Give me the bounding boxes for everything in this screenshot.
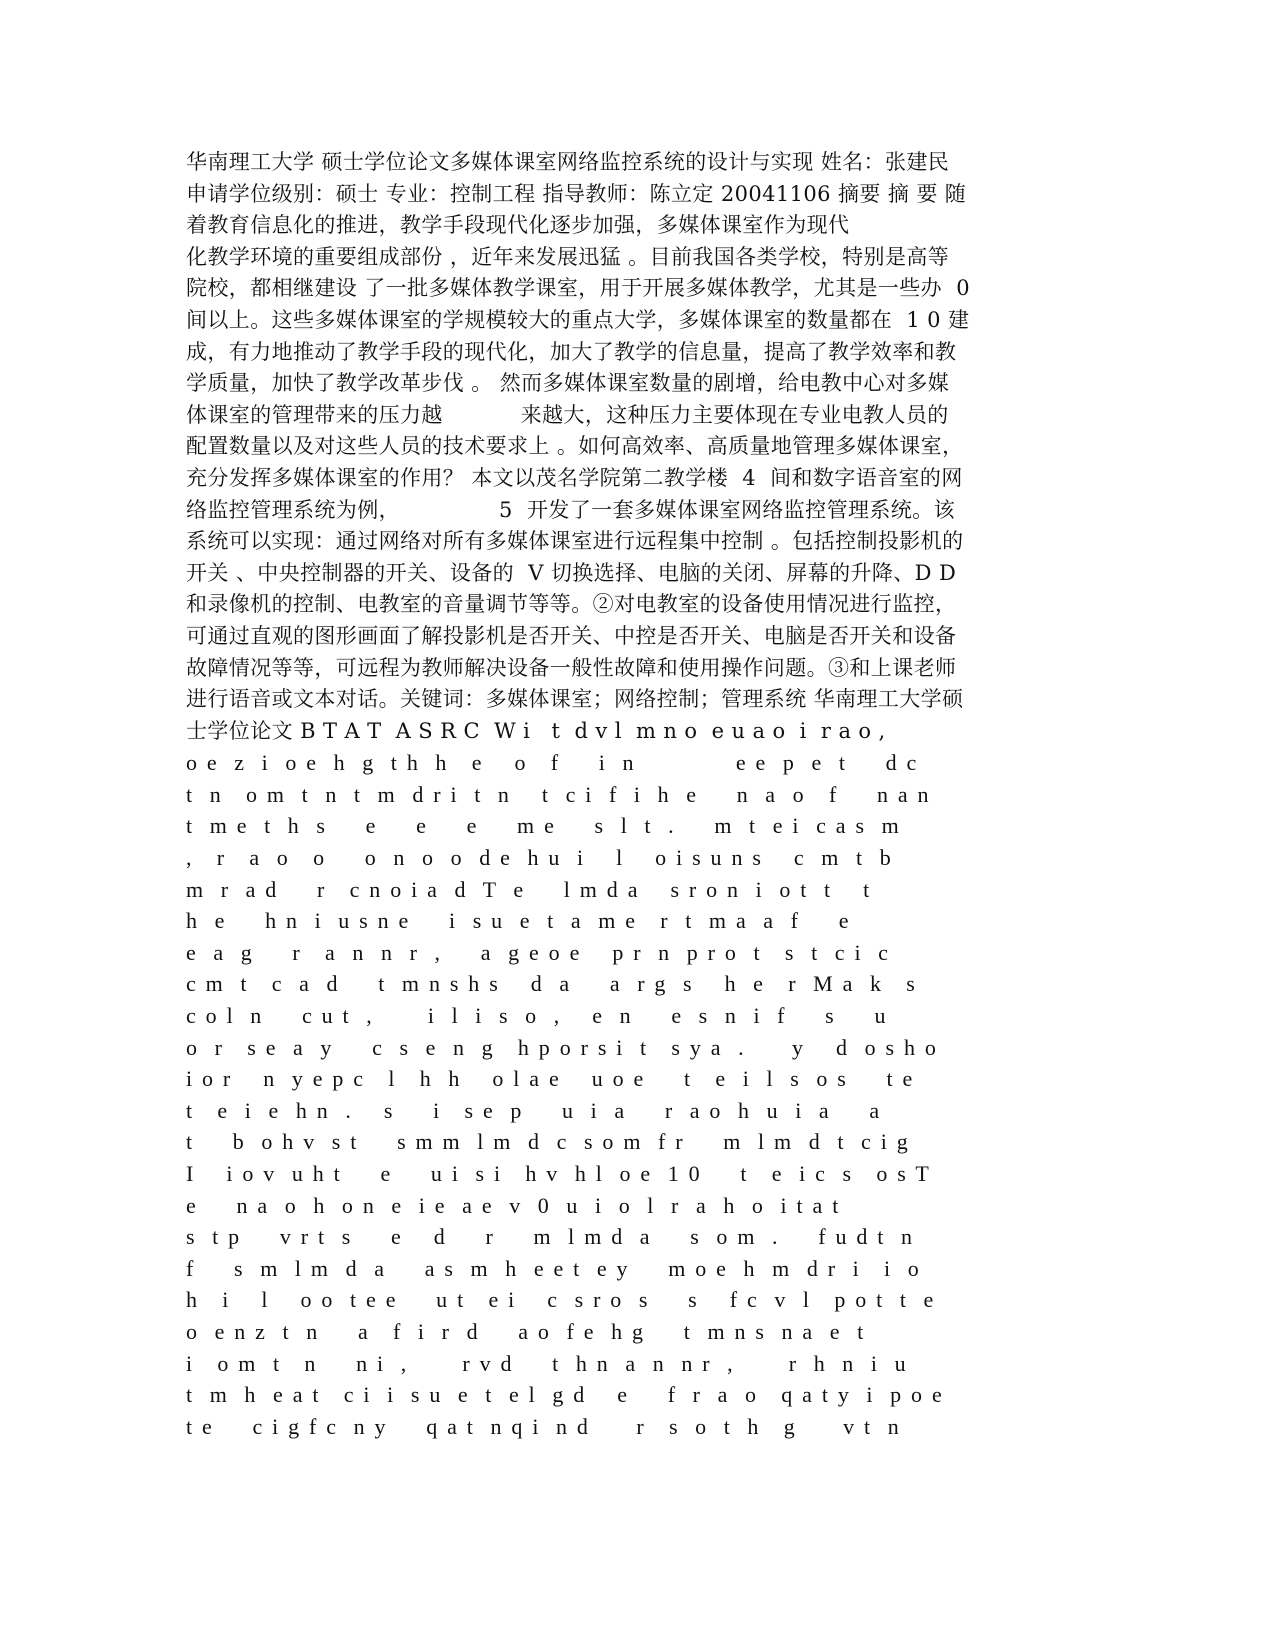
text-line-latin: o e n z t n a f i r d a o f e h g t m n s n a e t (186, 1318, 866, 1344)
text-line-latin: o r s e a y c s e n g h p o r s i t s y a . y d o s h o (186, 1034, 939, 1060)
text-line: 院校，都相继建设 了一批多媒体教学课室，用于开展多媒体教学，尤其是一些办 0 (186, 276, 970, 301)
text-line: 络监控管理系统为例， 5 开发了一套多媒体课室网络监控管理系统。该 (186, 497, 955, 522)
text-line: 申请学位级别：硕士 专业：控制工程 指导教师：陈立定 20041106 摘要 摘 要 随 (186, 181, 967, 206)
text-line: 配置数量以及对这些人员的技术要求上 。如何高效率、高质量地管理多媒体课室， (186, 434, 964, 459)
text-line-latin: h i l o o t e e u t e i c s r o s s f c v l p o t t e (186, 1287, 936, 1313)
text-line: 间以上。这些多媒体课室的学规模较大的重点大学，多媒体课室的数量都在 1 0 建 (186, 307, 970, 332)
text-line: 开关 、中央控制器的开关、设备的 V 切换选择、电脑的关闭、屏幕的升降、D D (186, 560, 957, 585)
text-line-latin: t b o h v s t s m m l m d c s o m f r m l m d t c i g (186, 1129, 910, 1155)
text-line-latin: o e z i o e h g t h h e o f i n e e p e t d c (186, 750, 919, 776)
text-line: 成，有力地推动了教学手段的现代化，加大了教学的信息量，提高了教学效率和教 (186, 339, 957, 364)
text-line: 士学位论文 B T A T A S R C W i t d v l m n o e u a o i r a o , (186, 718, 886, 743)
text-line-latin: I i o v u h t e u i s i h v h l o e 1 0 t e i c s o s T (186, 1161, 931, 1186)
text-line: 系统可以实现：通过网络对所有多媒体课室进行远程集中控制 。包括控制投影机的 (186, 529, 964, 554)
text-line-latin: t n o m t n t m d r i t n t c i f i h e n a o f n a n (186, 781, 931, 807)
text-line: 着教育信息化的推进，教学手段现代化逐步加强，多媒体课室作为现代 (186, 213, 850, 238)
text-line: 体课室的管理带来的压力越 来越大，这种压力主要体现在专业电教人员的 (186, 402, 949, 427)
text-line-latin: i o m t n n i , r v d t h n a n n r , r h n i u (186, 1350, 908, 1376)
text-line: 和录像机的控制、电教室的音量调节等等。②对电教室的设备使用情况进行监控， (186, 592, 957, 617)
text-line-latin: e a g r a n n r , a g e o e p r n p r o t s t c i c (186, 939, 891, 965)
text-line-latin: t e i e h n . s i s e p u i a r a o h u i a a (186, 1097, 882, 1123)
text-line-latin: h e h n i u s n e i s u e t a m e r t m a a f e (186, 908, 851, 934)
text-line: 化教学环境的重要组成部份 ，近年来发展迅猛 。目前我国各类学校，特别是高等 (186, 244, 950, 269)
text-line-latin: t m e t h s e e e m e s l t . m t e i c a s m (186, 813, 901, 839)
text-line-latin: t m h e a t c i i s u e t e l g d e f r a o q a t y i p o e (186, 1382, 944, 1408)
text-line-latin: f s m l m d a a s m h e e t e y m o e h m d r i i o (186, 1255, 921, 1281)
text-line-latin: s t p v r t s e d r m l m d a s o m . f u d t n (186, 1224, 915, 1250)
text-line-latin: m r a d r c n o i a d T e l m d a s r o n i o t t t (186, 876, 872, 902)
text-line-latin: c o l n c u t , i l i s o , e n e s n i f s u (186, 1003, 888, 1029)
text-line-latin: , r a o o o n o o d e h u i l o i s u n s c m t b (186, 845, 893, 871)
text-line-latin: i o r n y e p c l h h o l a e u o e t e i l s o s t e (186, 1066, 915, 1092)
text-line: 华南理工大学 硕士学位论文多媒体课室网络监控系统的设计与实现 姓名：张建民 (186, 150, 950, 174)
text-line: 充分发挥多媒体课室的作用？ 本文以茂名学院第二教学楼 4 间和数字语音室的网 (186, 465, 963, 490)
abstract-text-block (186, 147, 1146, 1442)
text-line-latin: e n a o h o n e i e a e v 0 u i o l r a h o i t a t (186, 1192, 841, 1218)
text-line: 故障情况等等，可远程为教师解决设备一般性故障和使用操作问题。③和上课老师 (186, 655, 957, 680)
text-line: 进行语音或文本对话。关键词：多媒体课室；网络控制；管理系统 华南理工大学硕 (186, 687, 964, 712)
text-line: 学质量，加快了教学改革步伐 。 然而多媒体课室数量的剧增，给电教中心对多媒 (186, 371, 950, 396)
text-line: 可通过直观的图形画面了解投影机是否开关、中控是否开关、电脑是否开关和设备 (186, 623, 957, 648)
text-line-latin: t e c i g f c n y q a t n q i n d r s o t h g v t n (186, 1413, 901, 1439)
text-line-latin: c m t c a d t m n s h s d a a r g s h e r M a k s (186, 971, 918, 997)
